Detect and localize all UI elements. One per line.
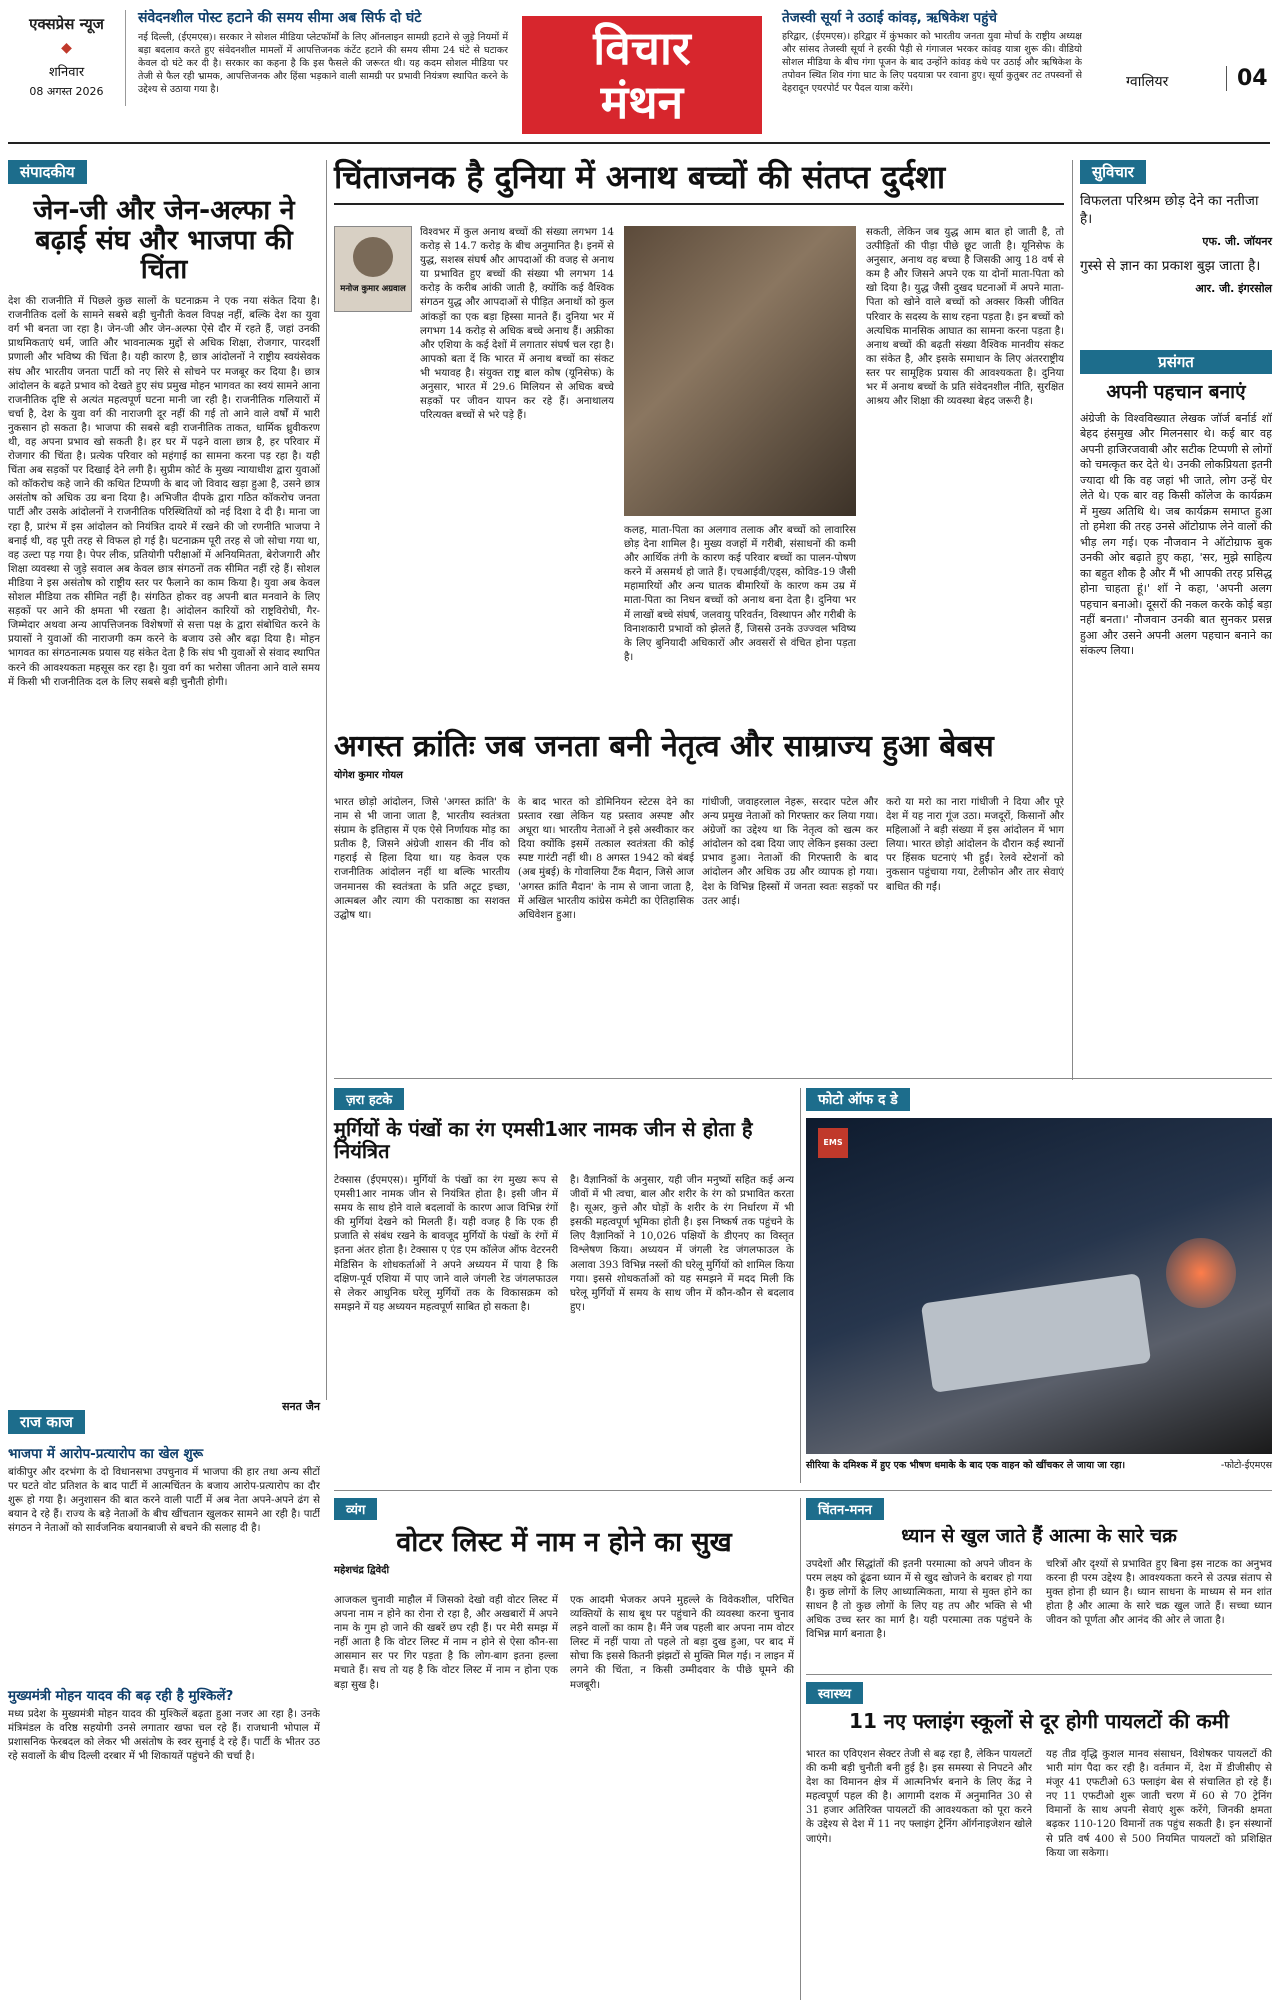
chintan-col1: उपदेशों और सिद्धांतों की इतनी परमात्मा को अपने जीवन के परम लक्ष्य को ढूंढना ध्यान में से खुद खोजने के बराबर हो गया है। कुछ लोगों के लिए आध्यात्मिकता, माया से मुक्त होने का साधन है तो कुछ लोगों के लिए यह तप और भक्ति से भी अधिक उच्च स्तर का मार्ग है। यही परमात्मा तक पहुंचने के विभिन्न मार्ग बनाता है। [806, 1559, 1032, 1641]
editorial-body: देश की राजनीति में पिछले कुछ सालों के घटनाक्रम ने एक नया संकेत दिया है। राजनीतिक दलों के सामने सबसे बड़ी चुनौती केवल विपक्ष नहीं, बल्कि देश का युवा वर्ग भी बनता जा रहा है। जेन-जी और जेन-अल्फा ऐसे दौर में रहते हैं, जहां उनकी प्राथमिकताएं धर्म, जाति और भावनात्मक मुद्दों से अधिक शिक्षा, रोजगार, पारदर्शी प्रणाली और भविष्य की चिंता है। यही कारण है, छात्र आंदोलनों ने राष्ट्रीय स्वयंसेवक संघ और भारतीय जनता पार्टी को नए सिरे से सोचने पर मजबूर कर दिया है। छात्र आंदोलन के बढ़ते प्रभाव को देखते हुए संघ प्रमुख मोहन भागवत का स्वयं सामने आना राजनीतिक दृष्टि से अत्यंत महत्वपूर्ण घटना मानी जा रही है। राजनीतिक गलियारों में चर्चा है, देश के युवा वर्ग की नाराजगी दूर नहीं की गई तो आने वाले वर्षों में भारी नुकसान हो सकता है। भाजपा की सबसे बड़ी राजनीतिक ताकत, धार्मिक ध्रुवीकरण थी, वह अपना प्रभाव खो सकती है। हर घर में पढ़ने वाला छात्र है, हर परिवार में रोजगार की चिंता है। प्रत्येक परिवार को महंगाई का सामना करना पड़ रहा है। यही चिंता अब सड़कों पर दिखाई देने लगी है। सुप्रीम कोर्ट के मुख्य न्यायाधीश द्वारा युवाओं को कॉकरोच कहे जाने की कथित टिप्पणी के बाद जो विवाद खड़ा हुआ है, उसने छात्र असंतोष को अधिक उग्र बना दिया है। अभिजीत दीपके द्वारा गठित कॉकरोच जनता पार्टी और उसके आंदोलनों ने राजनीतिक परिस्थितियों को नई दिशा दे दी है। माना जा रहा है, प्रारंभ में इस आंदोलन को नियंत्रित दायरे में रखने की जो रणनीति भाजपा ने बनाई थी, वह पूरी तरह से विफल हो गई है। घटनाक्रम पूरी तरह से जो सोचा गया था, वह उल्टा पड़ गया है। पेपर लीक, प्रतियोगी परीक्षाओं में अनियमितता, बेरोजगारी और शिक्षा व्यवस्था से जुड़े सवाल अब केवल छात्र संगठनों तक सीमित नहीं रहे हैं। सोशल मीडिया ने इस असंतोष को राष्ट्रीय स्तर पर फैलाने का काम किया है। युवा अब केवल सोशल मीडिया तक सीमित नहीं है। संगठित होकर वह अपनी बात मनवाने के लिए सड़कों पर आने की क्षमता भी रखता है। आंदोलन कारियों को राष्ट्रविरोधी, गैर-जिम्मेदार अथवा अन्य आपत्तिजनक विशेषणों से सत्ता पक्ष के द्वारा संबोधित करने के प्रयासों ने युवाओं की नाराजगी कम करने के बजाय उसे और बढ़ा दिया है। मोहन भागवत का संगठनात्मक प्रयास यह संकेत देता है कि संघ भी युवाओं से संवाद स्थापित करने की आवश्यकता महसूस कर रहा है। युवा वर्ग का भरोसा जीतना आने वाले समय में किसी भी राजनीतिक दल के लिए सबसे बड़ी चुनौती होगी। [8, 296, 320, 688]
main-article-col1: विश्वभर में कुल अनाथ बच्चों की संख्या लगभग 14 करोड़ से 14.7 करोड़ के बीच अनुमानित है। इनमें से युद्ध, सशस्त्र संघर्ष और आपदाओं की वजह से अनाथ या प्रभावित हुए बच्चों की संख्या भी लगभग 14 करोड़ के करीब आंकी जाती है, क्योंकि कई वैश्विक संगठन युद्ध और आपदाओं से पीड़ित अनाथों को कुल आंकड़ों का एक बड़ा हिस्सा मानते हैं। दुनिया भर में लगभग 14 करोड़ से अधिक बच्चे अनाथ हैं। अफ्रीका और एशिया के कई देशों में लगातार संघर्ष चल रहा है। आपको बता दें कि भारत में अनाथ बच्चों का संकट भी भयावह है। संयुक्त राष्ट्र बाल कोष (यूनिसेफ) के अनुसार, भारत में 29.6 मिलियन से अधिक बच्चे सड़कों पर जीवन यापन कर रहे हैं। अनाथालय परित्यक्त बच्चों से भरे पड़े हैं। [420, 227, 614, 422]
issue-day: शनिवार [48, 65, 85, 80]
brand-logo-icon: ◆ [61, 40, 72, 56]
photo-credit: -फोटो-ईएमएस [1220, 1460, 1272, 1471]
author-avatar-icon [353, 237, 393, 277]
city-label: ग्वालियर [1126, 74, 1169, 90]
left-news-text: नई दिल्ली, (ईएमएस)। सरकार ने सोशल मीडिया प्लेटफॉर्मों के लिए ऑनलाइन सामग्री हटाने से जुड़े नियमों में बड़ा बदलाव करते हुए संवेदनशील मामलों में आपत्तिजनक कंटेंट हटाने की समय सीमा 24 घंटे से घटाकर केवल दो घंटे कर दी है। सरकार का कहना है कि इस फैसले की जरूरत थी। यह कदम सोशल मीडिया पर तेजी से फैल रही भ्रामक, आपत्तिजनक और हिंसा भड़काने वाली सामग्री पर प्रभावी नियंत्रण स्थापित करने के उद्देश्य से उठाया गया है। [138, 32, 508, 95]
main-article [334, 160, 1064, 720]
august-article [334, 730, 1064, 1070]
august-article-author: योगेश कुमार गोयल [334, 770, 403, 781]
prasang-headline: अपनी पहचान बनाएं [1106, 381, 1246, 403]
photo-of-day-tag: फोटो ऑफ द डे [806, 1088, 910, 1111]
vyang-headline: वोटर लिस्ट में नाम न होने का सुख [396, 1527, 732, 1558]
brand-name: एक्सप्रेस न्यूज [29, 15, 104, 33]
chintan-headline: ध्यान से खुल जाते हैं आत्मा के सारे चक्र [901, 1525, 1177, 1547]
vyang-col2: एक आदमी भेजकर अपने मुहल्ले के विवेकशील, परिचित व्यक्तियों के साथ बूथ पर पहुंचाने की व्यवस्था करना चुनाव लड़ने वालों का काम है। मैंने जब पहली बार अपना नाम वोटर लिस्ट में नहीं पाया तो पहले तो बड़ा दुख हुआ, पर बाद में सोचा कि इससे कितनी झंझटों से मुक्ति मिल गई। न लाइन में लगने की चिंता, न किसी उम्मीदवार के पीछे घूमने की मजबूरी। [570, 1595, 794, 1691]
right-news-headline: तेजस्वी सूर्या ने उठाई कांवड़, ऋषिकेश पहुंचे [782, 10, 997, 26]
photo-caption: सीरिया के दमिश्क में हुए एक भीषण धमाके के बाद एक वाहन को खींचकर ले जाया जा रहा। [806, 1460, 1126, 1471]
orphan-children-photo [624, 226, 856, 516]
august-article-col1: भारत छोड़ो आंदोलन, जिसे 'अगस्त क्रांति' के नाम से भी जाना जाता है, भारतीय स्वतंत्रता संग्राम के इतिहास में एक ऐसे निर्णायक मोड़ का प्रतीक है, जिसने अंग्रेजी शासन की नींव को गहराई से हिला दिया था। यह केवल एक राजनीतिक आंदोलन नहीं था बल्कि भारतीय जनमानस की स्वतंत्रता के प्रति अटूट इच्छा, आत्मबल और त्याग की पराकाष्ठा का सशक्त उद्घोष था। [334, 797, 510, 921]
editorial-section [8, 160, 320, 1414]
vyang-col1: आजकल चुनावी माहौल में जिसको देखो वही वोटर लिस्ट में अपना नाम न होने का रोना रो रहा है, और अखबारों में अपने नाम के गुम हो जाने की खबरें छप रही हैं। पर मेरी समझ में नहीं आता है कि वोटर लिस्ट में नाम न होने से ऐसा कौन-सा आसमान सर पर गिर पड़ता है कि लोग-बाग इतना हल्ला मचाते हैं। सच तो यह है कि वोटर लिस्ट में नाम न होना एक बड़ा सुख है। [334, 1595, 558, 1691]
rajkaj-item1-headline: भाजपा में आरोप-प्रत्यारोप का खेल शुरू [8, 1446, 204, 1462]
chintan-section [806, 1498, 1272, 1668]
brand-box [8, 10, 126, 106]
left-news-brief [138, 8, 508, 128]
light-glow [1166, 1238, 1236, 1308]
masthead [0, 0, 1279, 142]
jara-hatke-section [334, 1088, 794, 1483]
august-article-col3: गांधीजी, जवाहरलाल नेहरू, सरदार पटेल और अन्य प्रमुख नेताओं को गिरफ्तार कर लिया गया। अंग्रेजों का उद्देश्य था कि नेतृत्व को खत्म कर आंदोलन को दबा दिया जाए लेकिन इसका उल्टा प्रभाव हुआ। नेताओं की गिरफ्तारी के बाद आंदोलन और अधिक उग्र और व्यापक हो गया। देश के विभिन्न हिस्सों में जनता स्वतः सड़कों पर उतर आई। [702, 797, 878, 907]
suvichar-section [1080, 160, 1272, 330]
left-news-headline: संवेदनशील पोस्ट हटाने की समय सीमा अब सिर्फ दो घंटे [138, 10, 422, 26]
jara-hatke-tag: ज़रा हटके [334, 1088, 404, 1110]
issue-date: 08 अगस्त 2026 [29, 85, 104, 98]
editorial-tag: संपादकीय [8, 160, 87, 184]
chintan-col2: चरित्रों और दृश्यों से प्रभावित हुए बिना इस नाटक का अनुभव करना ही परम उद्देश्य है। आवश्यकता करने से उत्पन्न संताप से मुक्त होना ही ध्यान है। ध्यान साधना के माध्यम से मन शांत होता है और आत्मा के सारे चक्र खुल जाते हैं। सच्चा ध्यान जीवन को पूर्णता और आनंद की ओर ले जाता है। [1046, 1559, 1272, 1627]
suvichar-tag: सुविचार [1080, 160, 1146, 184]
rajkaj-item1-body: बांकीपुर और दरभंगा के दो विधानसभा उपचुनाव में भाजपा की हार तथा अन्य सीटों पर घटते वोट प्रतिशत के बाद पार्टी में आत्मचिंतन के बजाय आरोप-प्रत्यारोप का दौर शुरू हो गया है। अनुशासन की बात करने वाली पार्टी में अब नेता अपने-अपने ढंग से बयान दे रहे हैं। राज्य के बड़े नेताओं के बीच खींचतान खुलकर सामने आ रही है। पार्टी संगठन ने नेताओं को सार्वजनिक बयानबाजी से बचने की सलाह दी है। [8, 1467, 320, 1535]
section-title-line1: विचार [593, 21, 691, 75]
prasang-tag: प्रसंगत [1080, 350, 1272, 374]
swasthya-tag: स्वास्थ्य [806, 1682, 863, 1704]
editorial-headline: जेन-जी और जेन-अल्फा ने बढ़ाई संघ और भाजपा की चिंता [33, 195, 295, 286]
swasthya-col1: भारत का एविएशन सेक्टर तेजी से बढ़ रहा है, लेकिन पायलटों की कमी बड़ी चुनौती बनी हुई है। इस समस्या से निपटने और देश का विमानन क्षेत्र में आत्मनिर्भर बनाने के लिए केंद्र ने महत्वपूर्ण पहल की है। आगामी दशक में अनुमानित 30 से 31 हजार अतिरिक्त पायलटों की आवश्यकता को पूरा करने के उद्देश्य से देश में 11 नए फ्लाइंग ट्रेनिंग ऑर्गनाइजेशन खोले जाएंगे। [806, 1749, 1032, 1845]
august-article-col2: के बाद भारत को डोमिनियन स्टेटस देने का प्रस्ताव रखा लेकिन यह प्रस्ताव अस्पष्ट और अधूरा था। भारतीय नेताओं ने इसे अस्वीकार कर दिया क्योंकि इसमें तत्काल स्वतंत्रता की कोई स्पष्ट गारंटी नहीं थी। 8 अगस्त 1942 को बंबई (अब मुंबई) के गोवालिया टैंक मैदान, जिसे आज 'अगस्त क्रांति मैदान' के नाम से जाना जाता है, में अखिल भारतीय कांग्रेस कमेटी का ऐतिहासिक अधिवेशन हुआ। [518, 797, 694, 921]
rajkaj-tag: राज काज [8, 1410, 85, 1434]
suvichar-quote2: गुस्से से ज्ञान का प्रकाश बुझ जाता है। [1080, 258, 1261, 274]
rajkaj-item2-body: मध्य प्रदेश के मुख्यमंत्री मोहन यादव की मुश्किलें बढ़ता हुआ नजर आ रहा है। उनके मंत्रिमंडल के वरिष्ठ सहयोगी उनसे लगातार खफा चल रहे हैं। राजधानी भोपाल में प्रशासनिक फेरबदल को लेकर भी असंतोष के स्वर सुनाई दे रहे हैं। पार्टी के भीतर उठ रहे सवालों के बीच दिल्ली दरबार में भी शिकायतें पहुंचने की चर्चा है। [8, 1709, 320, 1763]
suvichar-author1: एफ. जी. जॉयनर [1202, 235, 1272, 248]
august-article-col4: करो या मरो का नारा गांधीजी ने दिया और पूरे देश में यह नारा गूंज उठा। मजदूरों, किसानों और महिलाओं ने बड़ी संख्या में इस आंदोलन में भाग लिया। भारत छोड़ो आंदोलन के दौरान कई स्थानों पर हिंसक घटनाएं भी हुईं। रेलवे स्टेशनों को नुकसान पहुंचाया गया, टेलीफोन और तार सेवाएं बाधित की गईं। [886, 797, 1064, 893]
main-article-col2: कलह, माता-पिता का अलगाव तलाक और बच्चों को लावारिस छोड़ देना शामिल है। मुख्य वजहों में गरीबी, संसाधनों की कमी और आर्थिक तंगी के कारण कई परिवार बच्चों का पालन-पोषण करने में असमर्थ हो जाते हैं। एचआईवी/एड्स, कोविड-19 जैसी महामारियों और अन्य घातक बीमारियों के कारण कम उम्र में माता-पिता का निधन बच्चों को अनाथ बना देता है। दुनिया भर में लाखों बच्चे संघर्ष, जलवायु परिवर्तन, विस्थापन और गरीबी के विनाशकारी प्रभावों को झेलते हैं, जिससे उनके उज्ज्वल भविष्य के लिए बुनियादी अधिकारों और अवसरों से वंचित होना पड़ता है। [624, 525, 856, 663]
swasthya-col2: यह तीव्र वृद्धि कुशल मानव संसाधन, विशेषकर पायलटों की भारी मांग पैदा कर रही है। वर्तमान में, देश में डीजीसीए से मंजूर 41 एफटीओ 63 फ्लाइंग बेस से संचालित हो रहे हैं। नए 11 एफटीओ शुरू जाती चरण में 60 से 70 ट्रेनिंग विमानों के साथ अपनी सेवाएं शुरू करेंगे, जिनकी क्षमता बढ़कर 110-120 विमानों तक पहुंच सकती है। इन संस्थानों से प्रति वर्ष 400 से 500 नियमित पायलटों को प्रशिक्षित किया जा सकेगा। [1046, 1749, 1272, 1859]
main-article-col3: सकती, लेकिन जब युद्ध आम बात हो जाती है, तो उत्पीड़ितों की पीड़ा पीछे छूट जाती है। यूनिसेफ के अनुसार, अनाथ वह बच्चा है जिसकी आयु 18 वर्ष से कम है और जिसने अपने एक या दोनों माता-पिता को खो दिया है। युद्ध जैसी दुखद घटनाओं में अपने माता-पिता को खोने वाले बच्चों को अक्सर किसी जीवित परिवार के सदस्य के साथ रहना पड़ता है। इन बच्चों को अत्यधिक मानसिक आघात का सामना करना पड़ता है। अनाथ बच्चों की बढ़ती संख्या वैश्विक मानवीय संकट का संकेत है, और इसके समाधान के लिए अंतरराष्ट्रीय स्तर पर सामूहिक प्रयास की आवश्यकता है। दुनिया भर में अनाथ बच्चों के प्रति संवेदनशील नीति, सुरक्षित आश्रय और शिक्षा की व्यवस्था बेहद जरूरी है। [866, 227, 1064, 408]
vyang-tag: व्यंग [334, 1498, 377, 1520]
main-article-author: मनोज कुमार अग्रवाल [340, 284, 406, 294]
rajkaj-section [8, 1410, 320, 2000]
jara-hatke-col2: है। वैज्ञानिकों के अनुसार, यही जीन मनुष्यों सहित कई अन्य जीवों में भी त्वचा, बाल और शरीर के रंग को प्रभावित करता है। सूअर, कुत्ते और घोड़ों के शरीर के रंग निर्धारण में भी इसकी महत्वपूर्ण भूमिका होती है। इस निष्कर्ष तक पहुंचने के लिए वैज्ञानिकों ने 10,026 पक्षियों के डीएनए का विस्तृत विश्लेषण किया। अध्ययन में जंगली रेड जंगलफाउल के अलावा 393 विभिन्न नस्लों की घरेलू मुर्गियों को शामिल किया गया। इससे शोधकर्ताओं को यह समझने में मदद मिली कि घरेलू मुर्गियों में समय के साथ जीन में कौन-कौन से बदलाव हुए। [570, 1175, 794, 1313]
ems-logo-icon: EMS [818, 1128, 848, 1158]
jara-hatke-headline: मुर्गियों के पंखों का रंग एमसी1आर नामक जीन से होता है नियंत्रित [334, 1117, 753, 1163]
rajkaj-item2-headline: मुख्यमंत्री मोहन यादव की बढ़ रही है मुश्किलें? [8, 1688, 234, 1704]
section-title-box [522, 16, 762, 134]
editorial-author: सनत जैन [282, 1400, 320, 1414]
main-article-headline: चिंताजनक है दुनिया में अनाथ बच्चों की संतप्त दुर्दशा [334, 160, 1064, 205]
suvichar-author2: आर. जी. इंगरसोल [1195, 282, 1272, 295]
august-article-headline: अगस्त क्रांतिः जब जनता बनी नेतृत्व और साम्राज्य हुआ बेबस [334, 729, 994, 764]
swasthya-headline: 11 नए फ्लाइंग स्कूलों से दूर होगी पायलटों की कमी [849, 1709, 1229, 1733]
vyang-author: महेशचंद्र द्विवेदी [334, 1564, 390, 1576]
author-photo [334, 226, 412, 312]
right-news-text: हरिद्वार, (ईएमएस)। हरिद्वार में कुंभकार को भारतीय जनता युवा मोर्चा के राष्ट्रीय अध्यक्ष और सांसद तेजस्वी सूर्या ने हरकी पैड़ी से गंगाजल भरकर कांवड़ यात्रा शुरू की। वीडियो सोशल मीडिया के बीच गंगा पूजन के बाद उन्होंने कांवड़ कंधे पर उठाई और ऋषिकेश के तपोवन स्थित शिव गंगा घाट के लिए पदयात्रा पर रवाना हुए। सूर्या कुतुबर तट तपस्वनों से देहरादून एयरपोर्ट पर पैदल यात्रा करेंगे। [782, 31, 1082, 94]
swasthya-section [806, 1682, 1272, 2000]
prasang-body: अंग्रेजी के विश्वविख्यात लेखक जॉर्ज बर्नार्ड शॉ बेहद हंसमुख और मिलनसार थे। कई बार वह अपनी हाजिरजवाबी और सटीक टिप्पणी से लोगों को चमत्कृत कर देते थे। उनकी लोकप्रियता इतनी ज्यादा थी कि वह जहां भी जाते, लोग उन्हें घेर लेते थे। एक बार वह किसी कॉलेज के कार्यक्रम में मुख्य अतिथि थे। जब कार्यक्रम समाप्त हुआ तो हमेशा की तरह उनसे ऑटोग्राफ लेने वालों की भीड़ लग गई। एक नौजवान ने ऑटोग्राफ बुक उनकी ओर बढ़ाते हुए कहा, 'सर, मुझे साहित्य का बहुत शौक है और मैं भी आपकी तरह प्रसिद्ध होना चाहता हूं।' शॉ ने कहा, 'अपनी अलग पहचान बनाओ। दूसरों की नकल करके कोई बड़ा नहीं बनता।' नौजवान उनकी बात सुनकर प्रसन्न हुआ और उसने अपनी अलग पहचान बनाने का संकल्प लिया। [1080, 411, 1272, 658]
right-news-brief [782, 8, 1082, 128]
suvichar-quote1: विफलता परिश्रम छोड़ देने का नतीजा है। [1080, 193, 1259, 227]
page-number: 04 [1226, 66, 1268, 91]
vyang-section [334, 1498, 794, 2000]
section-title-line2: मंथन [600, 75, 684, 129]
jara-hatke-col1: टेक्सास (ईएमएस)। मुर्गियों के पंखों का रंग मुख्य रूप से एमसी1आर नामक जीन से नियंत्रित होता है। इसी जीन में समय के साथ होने वाले बदलावों के कारण आज विभिन्न रंगों की मुर्गियां देखने को मिलती हैं। यही वजह है कि एक ही प्रजाति से संबंध रखने के बावजूद मुर्गियों के पंखों के रंगों में इतना अंतर होता है। टेक्सास ए एंड एम कॉलेज ऑफ वेटरनरी मेडिसिन के शोधकर्ताओं ने अपने अध्ययन में पाया है कि दक्षिण-पूर्व एशिया में पाए जाने वाले जंगली रेड जंगलफाउल से लेकर आधुनिक घरेलू मुर्गियों तक के विकासक्रम को समझने में यह अध्ययन महत्वपूर्ण साबित हो सकता है। [334, 1175, 558, 1313]
vehicle-shape [921, 1273, 1151, 1393]
chintan-tag: चिंतन-मनन [806, 1498, 884, 1520]
prasang-section [1080, 350, 1272, 1080]
photo-of-day-image [806, 1118, 1272, 1454]
photo-of-day-section [806, 1088, 1272, 1483]
